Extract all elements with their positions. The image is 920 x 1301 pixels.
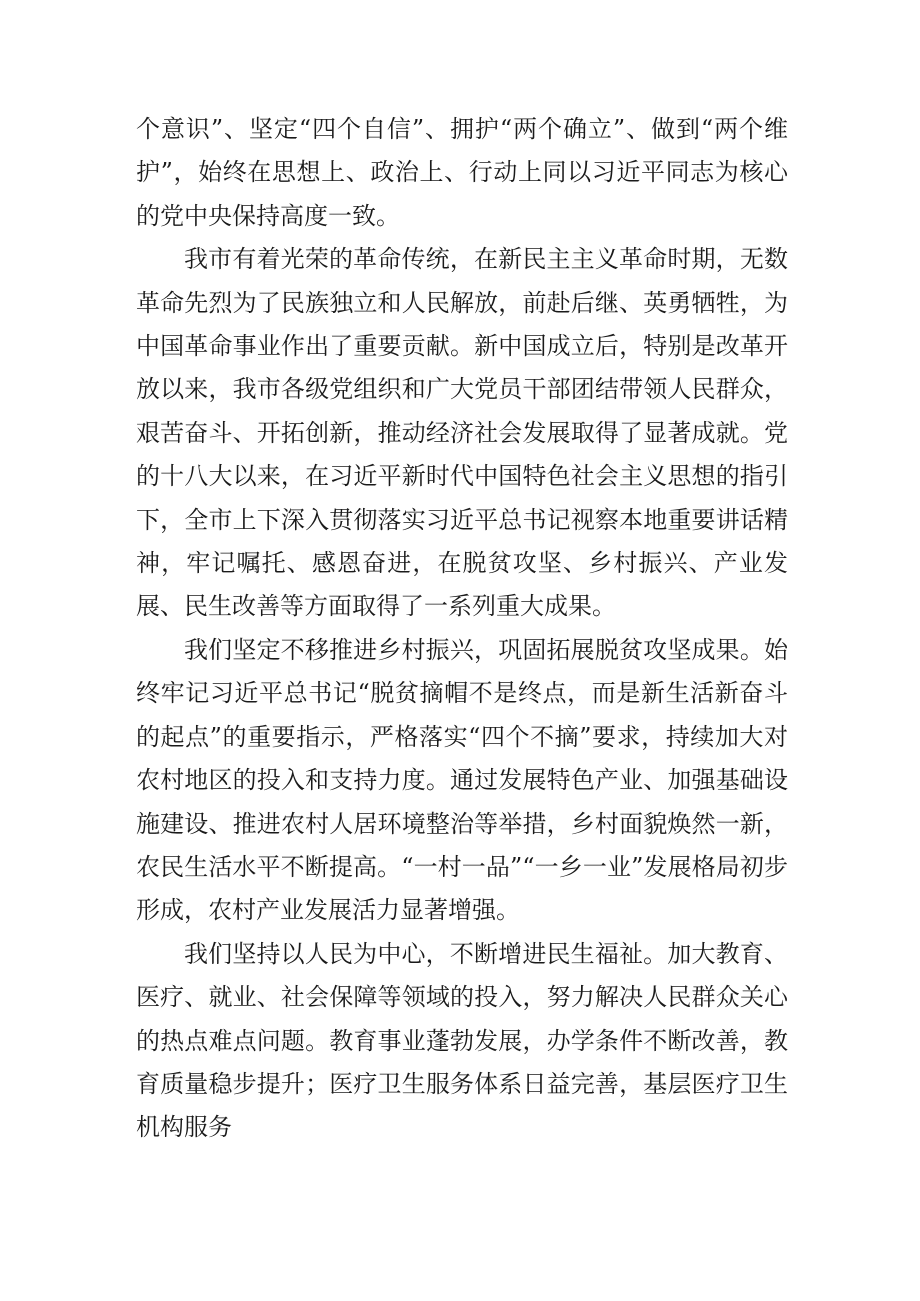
paragraph-4: 我们坚持以人民为中心，不断增进民生福祉。加大教育、医疗、就业、社会保障等领域的投入，努力解决人民群众关心的热点难点问题。教育事业蓬勃发展，办学条件不断改善，教育质量稳步提升；医疗卫生服务体系日益完善，基层医疗卫生机构服务	[136, 939, 788, 1142]
paragraph-3: 我们坚定不移推进乡村振兴，巩固拓展脱贫攻坚成果。始终牢记习近平总书记“脱贫摘帽不是终点，而是新生活新奋斗的起点”的重要指示，严格落实“四个不摘”要求，持续加大对农村地区的投入和支持力度。通过发展特色产业、加强基础设施建设、推进农村人居环境整治等举措，乡村面貌焕然一新，农民生活水平不断提高。“一村一品”“一乡一业”发展格局初步形成，农村产业发展活力显著增强。	[136, 635, 788, 925]
document-body	[136, 108, 788, 1150]
paragraph-1: 个意识”、坚定“四个自信”、拥护“两个确立”、做到“两个维护”，始终在思想上、政治上、行动上同以习近平同志为核心的党中央保持高度一致。	[136, 115, 788, 230]
paragraph-2: 我市有着光荣的革命传统，在新民主主义革命时期，无数革命先烈为了民族独立和人民解放，前赴后继、英勇牺牲，为中国革命事业作出了重要贡献。新中国成立后，特别是改革开放以来，我市各级党组织和广大党员干部团结带领人民群众，艰苦奋斗、开拓创新，推动经济社会发展取得了显著成就。党的十八大以来，在习近平新时代中国特色社会主义思想的指引下，全市上下深入贯彻落实习近平总书记视察本地重要讲话精神，牢记嘱托、感恩奋进，在脱贫攻坚、乡村振兴、产业发展、民生改善等方面取得了一系列重大成果。	[136, 245, 788, 621]
